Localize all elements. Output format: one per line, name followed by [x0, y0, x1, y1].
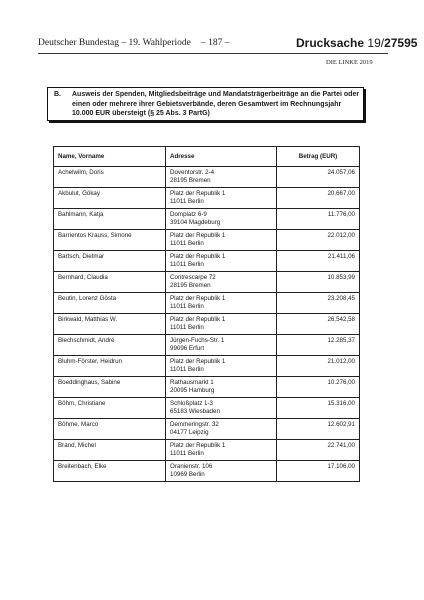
- address-street: Rathausmarkt 1: [170, 379, 214, 386]
- donor-address: [166, 377, 277, 398]
- table-row: [54, 188, 360, 209]
- donation-amount: 26.542,58: [277, 314, 360, 335]
- address-street: Doventorstr. 2-4: [170, 169, 215, 176]
- donor-address: [166, 251, 277, 272]
- donation-amount: 15.316,00: [277, 398, 360, 419]
- donor-address: [166, 461, 277, 482]
- address-street: Schloßplatz 1-3: [170, 400, 213, 407]
- donor-address: [166, 314, 277, 335]
- table-row: [54, 377, 360, 398]
- donor-address: [166, 293, 277, 314]
- donation-amount: 12.285,37: [277, 335, 360, 356]
- document-number-light: 19/: [367, 36, 385, 50]
- donor-name: Bernhard, Claudia: [54, 272, 166, 293]
- donor-name: Barrientos Krauss, Simone: [54, 230, 166, 251]
- address-street: Platz der Republik 1: [170, 358, 226, 365]
- donor-address: [166, 356, 277, 377]
- address-city: 28195 Bremen: [170, 177, 211, 184]
- donations-table: [53, 146, 360, 482]
- donation-amount: 11.776,00: [277, 209, 360, 230]
- address-street: Platz der Republik 1: [170, 316, 226, 323]
- donor-address: [166, 335, 277, 356]
- donor-address: [166, 167, 277, 188]
- column-header-amount: Betrag (EUR): [277, 147, 360, 167]
- address-street: Domplatz 6-9: [170, 211, 207, 218]
- section-letter: B.: [54, 91, 61, 98]
- donor-name: Breitenbach, Elke: [54, 461, 166, 482]
- donation-amount: 21.411,06: [277, 251, 360, 272]
- address-city: 11011 Berlin: [170, 303, 204, 310]
- table-row: [54, 251, 360, 272]
- header-rule: [38, 53, 388, 54]
- address-city: 65183 Wiesbaden: [170, 408, 220, 415]
- donation-amount: 10.853,99: [277, 272, 360, 293]
- page-number: – 187 –: [201, 38, 230, 48]
- address-city: 10969 Berlin: [170, 471, 205, 478]
- donation-amount: 12.602,91: [277, 419, 360, 440]
- address-street: Jürgen-Fuchs-Str. 1: [170, 337, 225, 344]
- table-header-row: [54, 147, 360, 167]
- publication-title: Deutscher Bundestag – 19. Wahlperiode: [38, 38, 191, 48]
- address-street: Platz der Republik 1: [170, 253, 226, 260]
- column-header-address: Adresse: [166, 147, 277, 167]
- table-row: [54, 419, 360, 440]
- table-row: [54, 440, 360, 461]
- donor-name: Achelwilm, Doris: [54, 167, 166, 188]
- address-city: 11011 Berlin: [170, 240, 204, 247]
- address-street: Oranienstr. 106: [170, 463, 213, 470]
- address-city: 11011 Berlin: [170, 366, 204, 373]
- address-city: 11011 Berlin: [170, 450, 204, 457]
- column-header-name: Name, Vorname: [54, 147, 166, 167]
- donor-name: Boeddinghaus, Sabine: [54, 377, 166, 398]
- table-row: [54, 314, 360, 335]
- document-number-bold: 27595: [384, 36, 418, 50]
- donor-name: Bluhm-Förster, Heidrun: [54, 356, 166, 377]
- donor-address: [166, 440, 277, 461]
- address-street: Platz der Republik 1: [170, 232, 226, 239]
- donor-address: [166, 230, 277, 251]
- address-city: 20095 Hamburg: [170, 387, 215, 394]
- table-row: [54, 398, 360, 419]
- report-tag: DIE LINKE 2019: [326, 59, 373, 66]
- address-city: 28195 Bremen: [170, 282, 211, 289]
- address-street: Platz der Republik 1: [170, 442, 226, 449]
- donor-name: Böhme, Marco: [54, 419, 166, 440]
- address-city: 39104 Magdeburg: [170, 219, 221, 226]
- donation-amount: 22.741,00: [277, 440, 360, 461]
- table-row: [54, 272, 360, 293]
- donor-name: Blechschmidt, André: [54, 335, 166, 356]
- table-row: [54, 461, 360, 482]
- table-body: [54, 167, 360, 482]
- address-street: Platz der Republik 1: [170, 190, 226, 197]
- address-street: Demmeringstr. 32: [170, 421, 219, 428]
- address-city: 04177 Leipzig: [170, 429, 209, 436]
- donor-address: [166, 398, 277, 419]
- donor-address: [166, 272, 277, 293]
- document-number: [296, 36, 417, 50]
- donation-amount: 20.667,00: [277, 188, 360, 209]
- table-row: [54, 209, 360, 230]
- donor-address: [166, 188, 277, 209]
- donation-amount: 10.276,00: [277, 377, 360, 398]
- donor-address: [166, 209, 277, 230]
- donation-amount: 21.012,00: [277, 356, 360, 377]
- table-row: [54, 356, 360, 377]
- address-city: 11011 Berlin: [170, 198, 204, 205]
- address-city: 99096 Erfurt: [170, 345, 205, 352]
- address-street: Contrescarpe 72: [170, 274, 216, 281]
- donor-name: Bahlmann, Katja: [54, 209, 166, 230]
- section-heading-box: [47, 87, 364, 121]
- table-row: [54, 293, 360, 314]
- table-row: [54, 335, 360, 356]
- donor-name: Böhm, Christiane: [54, 398, 166, 419]
- address-city: 11011 Berlin: [170, 261, 204, 268]
- donor-address: [166, 419, 277, 440]
- document-number-prefix: Drucksache: [296, 36, 365, 50]
- page-header: [38, 36, 418, 52]
- table-row: [54, 167, 360, 188]
- donor-name: Bartsch, Dietmar: [54, 251, 166, 272]
- donation-amount: 22.012,00: [277, 230, 360, 251]
- donor-name: Akbulut, Gökay: [54, 188, 166, 209]
- table-row: [54, 230, 360, 251]
- section-heading: Ausweis der Spenden, Mitgliedsbeiträge und Mandatsträgerbeiträge an die Partei oder einen oder mehrere ihrer Gebietsverbände, deren Gesamtwert im Rechnungsjahr 10.000 EUR übersteigt (§ 25 Abs. 3 PartG): [72, 91, 360, 117]
- donor-name: Brand, Michel: [54, 440, 166, 461]
- address-street: Platz der Republik 1: [170, 295, 226, 302]
- donation-amount: 23.208,45: [277, 293, 360, 314]
- donor-name: Beutin, Lorenz Gösta: [54, 293, 166, 314]
- donation-amount: 24.057,06: [277, 167, 360, 188]
- donation-amount: 17.106,00: [277, 461, 360, 482]
- donor-name: Birkwald, Matthias W.: [54, 314, 166, 335]
- address-city: 11011 Berlin: [170, 324, 204, 331]
